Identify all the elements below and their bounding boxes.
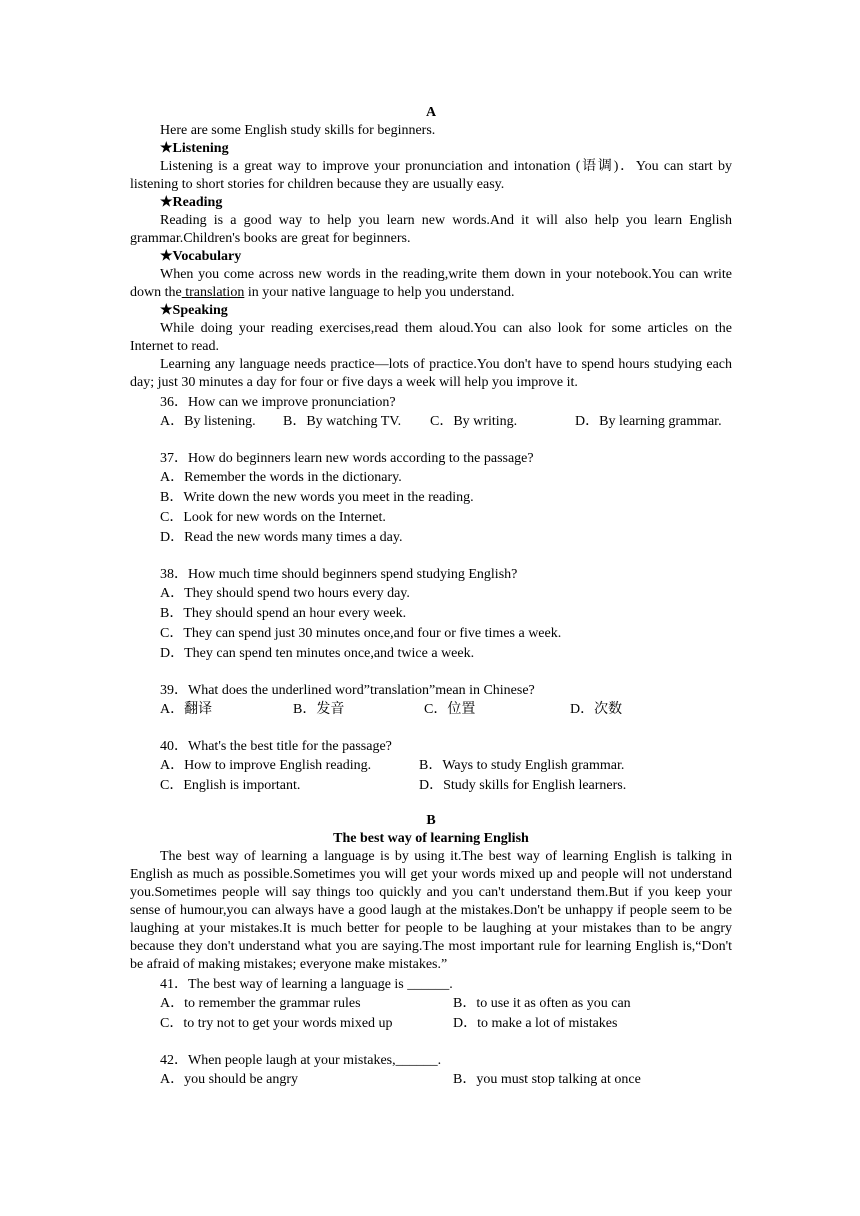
option-a: A．翻译 (160, 702, 213, 717)
option-b: B．you must stop talking at once (453, 1072, 641, 1087)
vocabulary-text (130, 266, 732, 302)
option-c: C．位置 (424, 702, 476, 717)
option-a: A．By listening. (160, 414, 256, 429)
listening-heading: ★Listening (160, 141, 229, 156)
option-b: B．Write down the new words you meet in the reading. (160, 490, 474, 505)
question-40-options-2 (130, 776, 732, 796)
option-b: B．They should spend an hour every week. (160, 606, 407, 621)
option-d: D．Read the new words many times a day. (160, 530, 403, 545)
option-a: A．They should spend two hours every day. (160, 586, 410, 601)
listening-text: Listening is a great way to improve your pronunciation and intonation (语调)．You can start by listening to short stories for children because they are usually easy. (130, 159, 732, 192)
closing-text: Learning any language needs practice—lots of practice.You don't have to spend hours studying each day; just 30 minutes a day for four or five days a week will help you improve it. (130, 357, 732, 390)
question-39-options (130, 700, 732, 720)
question-42-stem: 42．When people laugh at your mistakes,______. (160, 1053, 442, 1068)
option-a: A．Remember the words in the dictionary. (160, 470, 402, 485)
vocabulary-text-before: When you come across new words in the reading,write them down in your notebook.You can write down the (130, 267, 732, 300)
option-d: D．次数 (570, 702, 623, 717)
option-c: C．They can spend just 30 minutes once,and four or five times a week. (160, 626, 562, 641)
question-36-stem: 36．How can we improve pronunciation? (160, 395, 396, 410)
option-a: A．you should be angry (160, 1072, 299, 1087)
question-41-options-1 (130, 994, 732, 1014)
option-d: D．They can spend ten minutes once,and twice a week. (160, 646, 475, 661)
section-b-label: B (426, 813, 436, 828)
option-d: D．By learning grammar. (575, 414, 722, 429)
question-40-options-1 (130, 756, 732, 776)
intro-text: Here are some English study skills for beginners. (160, 123, 436, 138)
passage-b-title: The best way of learning English (333, 831, 529, 846)
option-c: C．English is important. (160, 778, 301, 793)
question-39-stem: 39．What does the underlined word”translation”mean in Chinese? (160, 683, 535, 698)
option-a: A．to remember the grammar rules (160, 996, 361, 1011)
reading-heading: ★Reading (160, 195, 223, 210)
passage-b-text: The best way of learning a language is by using it.The best way of learning English is talking in English as much as possible.Sometimes you will get your words mixed up and people will not understand you.Sometimes people will say things too quickly and you can't understand them.But if you keep your sense of humour,you can always have a good laugh at the mistakes.Don't be unhappy if people seem to be laughing at your mistakes.It is much better for people to be laughing at your mistakes than to be angry because they don't understand what you are saying.The most important rule for learning English is,“Don't be afraid of making mistakes; everyone make mistakes.” (130, 849, 732, 972)
question-42-options-1 (130, 1070, 732, 1090)
question-41-stem: 41．The best way of learning a language is ______. (160, 977, 453, 992)
vocabulary-heading: ★Vocabulary (160, 249, 242, 264)
reading-text: Reading is a good way to help you learn new words.And it will also help you learn English grammar.Children's books are great for beginners. (130, 213, 732, 246)
question-41-options-2 (130, 1014, 732, 1034)
option-c: C．Look for new words on the Internet. (160, 510, 386, 525)
option-a: A．How to improve English reading. (160, 758, 372, 773)
question-38-stem: 38．How much time should beginners spend studying English? (160, 567, 518, 582)
question-40-stem: 40．What's the best title for the passage? (160, 739, 392, 754)
speaking-text: While doing your reading exercises,read them aloud.You can also look for some articles on the Internet to read. (130, 321, 732, 354)
option-b: B．By watching TV. (283, 414, 402, 429)
option-b: B．发音 (293, 702, 345, 717)
document-page (130, 104, 732, 1090)
option-b: B．to use it as often as you can (453, 996, 631, 1011)
question-36-options (130, 412, 732, 432)
underlined-word: translation (181, 285, 245, 300)
option-c: C．By writing. (430, 414, 518, 429)
vocabulary-text-after: in your native language to help you understand. (244, 285, 515, 300)
question-37-stem: 37．How do beginners learn new words according to the passage? (160, 451, 534, 466)
speaking-heading: ★Speaking (160, 303, 228, 318)
option-c: C．to try not to get your words mixed up (160, 1016, 393, 1031)
section-a-label: A (425, 105, 437, 120)
option-d: D．to make a lot of mistakes (453, 1016, 618, 1031)
option-b: B．Ways to study English grammar. (419, 758, 625, 773)
option-d: D．Study skills for English learners. (419, 778, 627, 793)
